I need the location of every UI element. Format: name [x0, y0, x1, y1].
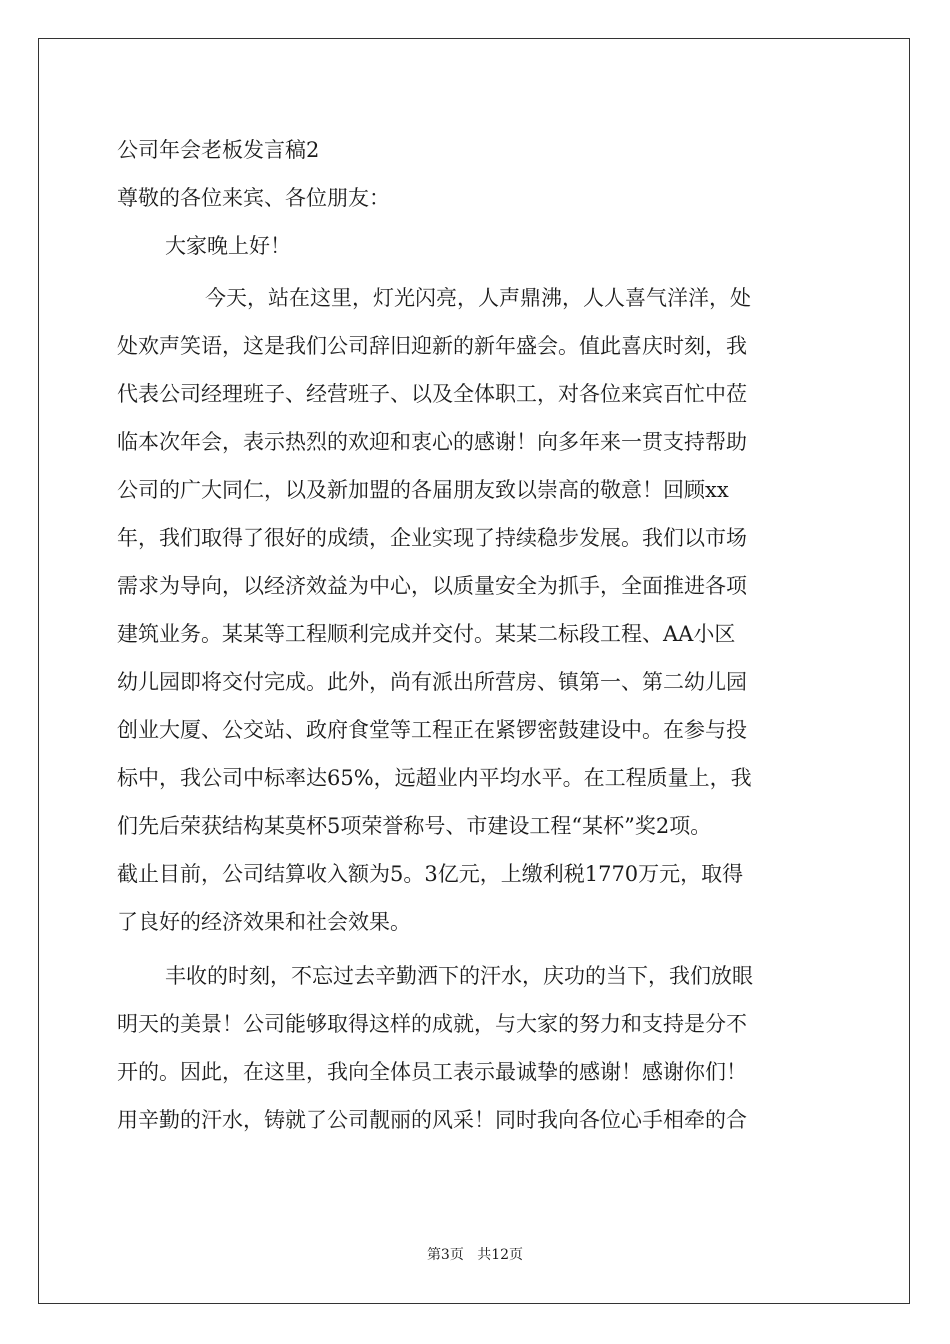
paragraph-line: 今天，站在这里，灯光闪亮，人声鼎沸，人人喜气洋洋，处 — [205, 286, 751, 310]
document-title: 公司年会老板发言稿2 — [117, 138, 320, 162]
paragraph-line: 标中，我公司中标率达65%，远超业内平均水平。在工程质量上，我 — [117, 766, 752, 790]
paragraph-line: 明天的美景！公司能够取得这样的成就，与大家的努力和支持是分不 — [117, 1012, 747, 1036]
page-footer — [0, 1245, 950, 1265]
document-body — [117, 128, 834, 1144]
paragraph-line: 丰收的时刻，不忘过去辛勤洒下的汗水，庆功的当下，我们放眼 — [165, 964, 753, 988]
paragraph-2 — [117, 952, 834, 1144]
paragraph-line: 建筑业务。某某等工程顺利完成并交付。某某二标段工程、AA小区 — [117, 622, 736, 646]
paragraph-line: 公司的广大同仁，以及新加盟的各届朋友致以崇高的敬意！回顾xx — [117, 478, 729, 502]
paragraph-line: 临本次年会，表示热烈的欢迎和衷心的感谢！向多年来一贯支持帮助 — [117, 430, 747, 454]
page-number: 第3页 — [426, 1247, 464, 1263]
salutation: 尊敬的各位来宾、各位朋友： — [117, 186, 390, 210]
paragraph-line: 创业大厦、公交站、政府食堂等工程正在紧锣密鼓建设中。在参与投 — [117, 718, 747, 742]
paragraph-line: 了良好的经济效果和社会效果。 — [117, 910, 411, 934]
paragraph-line: 代表公司经理班子、经营班子、以及全体职工，对各位来宾百忙中莅 — [117, 382, 747, 406]
paragraph-line: 用辛勤的汗水，铸就了公司靓丽的风采！同时我向各位心手相牵的合 — [117, 1108, 747, 1132]
paragraph-line: 开的。因此，在这里，我向全体员工表示最诚挚的感谢！感谢你们！ — [117, 1060, 747, 1084]
paragraph-line: 需求为导向，以经济效益为中心，以质量安全为抓手，全面推进各项 — [117, 574, 747, 598]
page-total: 共12页 — [477, 1247, 524, 1263]
paragraph-line: 处欢声笑语，这是我们公司辞旧迎新的新年盛会。值此喜庆时刻，我 — [117, 334, 747, 358]
paragraph-line: 年，我们取得了很好的成绩，企业实现了持续稳步发展。我们以市场 — [117, 526, 747, 550]
greeting: 大家晚上好！ — [165, 234, 291, 258]
paragraph-line: 们先后荣获结构某莫杯5项荣誉称号、市建设工程“某杯”奖2项。 — [117, 814, 712, 838]
paragraph-line: 截止目前，公司结算收入额为5。3亿元，上缴利税1770万元，取得 — [117, 862, 744, 886]
paragraph-1 — [117, 274, 834, 946]
paragraph-line: 幼儿园即将交付完成。此外，尚有派出所营房、镇第一、第二幼儿园 — [117, 670, 747, 694]
